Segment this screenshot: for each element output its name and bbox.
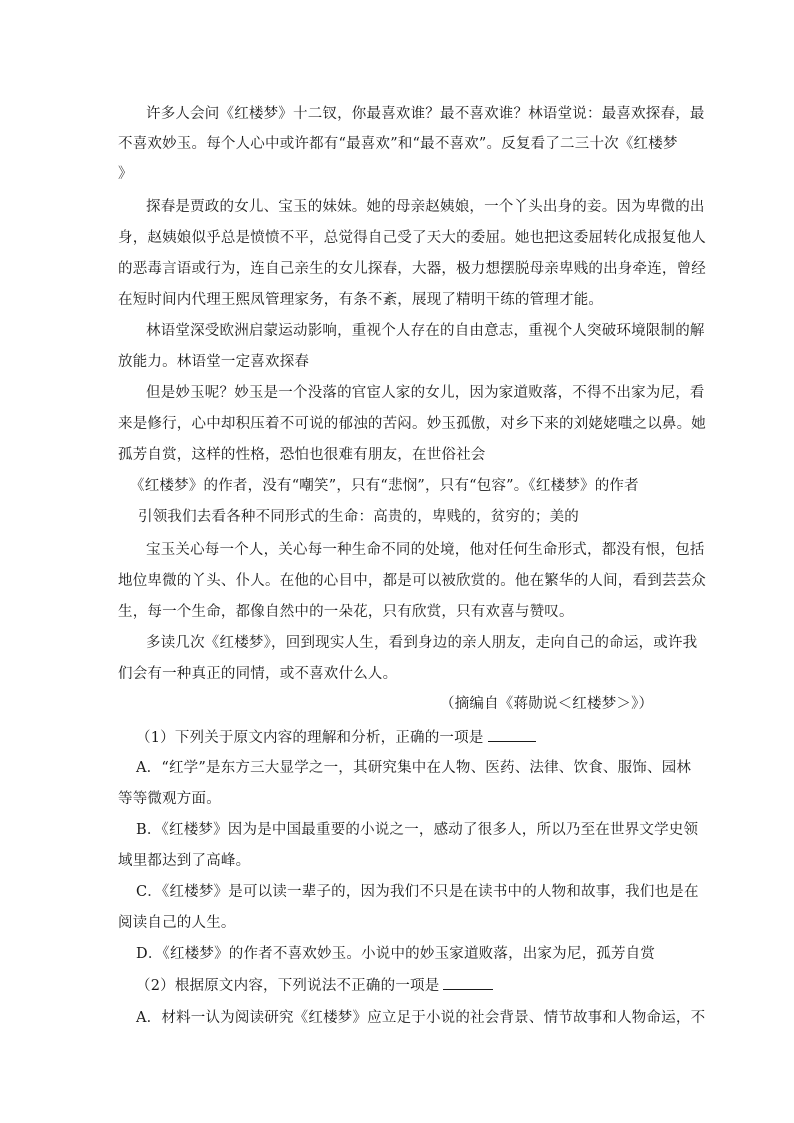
source-citation: （摘编自《蒋勋说＜红楼梦＞》）: [440, 696, 654, 712]
para6-line2: 地位卑微的丫头、仆人。在他的心目中，都是可以被欣赏的。他在繁华的人间，看到芸芸众: [118, 573, 706, 589]
q1-option-b-line1: B．《红楼梦》因为是中国最重要的小说之一，感动了很多人，所以乃至在世界文学史领: [136, 822, 699, 838]
para3-line2: 放能力。林语堂一定喜欢探春: [118, 354, 310, 370]
para4-line3: 孤芳自赏，这样的性格，恐怕也很难有朋友，在世俗社会: [118, 447, 486, 463]
para2-line1: 探春是贾政的女儿、宝玉的妹妹。她的母亲赵姨娘，一个丫头出身的妾。因为卑微的出: [146, 199, 705, 215]
para3-line1: 林语堂深受欧洲启蒙运动影响，重视个人存在的自由意志，重视个人突破环境限制的解: [146, 323, 705, 339]
para5-line2: 引领我们去看各种不同形式的生命：高贵的，卑贱的，贫穷的；美的: [138, 509, 579, 525]
para1-line3: 》: [118, 166, 133, 182]
para2-line4: 在短时间内代理王熙凤管理家务，有条不紊，展现了精明干练的管理才能。: [118, 292, 604, 308]
q1-option-b-line2: 域里都达到了高峰。: [118, 853, 251, 869]
q1-option-c-line2: 阅读自己的人生。: [118, 915, 236, 931]
para1-line1: 许多人会问《红楼梦》十二钗，你最喜欢谁？最不喜欢谁？林语堂说：最喜欢探春，最: [146, 106, 705, 122]
para4-line2: 来是修行，心中却积压着不可说的郁浊的苦闷。妙玉孤傲，对乡下来的刘姥姥嗤之以鼻。她: [118, 416, 706, 432]
q1-option-a-line1: A．“红学”是东方三大显学之一，其研究集中在人物、医药、法律、饮食、服饰、园林: [136, 760, 692, 776]
para4-line1: 但是妙玉呢？妙玉是一个没落的官宦人家的女儿，因为家道败落，不得不出家为尼，看: [146, 385, 705, 401]
para6-line1: 宝玉关心每一个人，关心每一种生命不同的处境，他对任何生命形式，都没有恨，包括: [146, 542, 705, 558]
para6-line3: 生，每一个生命，都像自然中的一朵花，只有欣赏，只有欢喜与赞叹。: [118, 604, 574, 620]
q1-option-d: D．《红楼梦》的作者不喜欢妙玉。小说中的妙玉家道败落，出家为尼，孤芳自赏: [136, 946, 656, 962]
question-1-stem: [136, 727, 536, 747]
para2-line2: 身，赵姨娘似乎总是愤愤不平，总觉得自己受了天大的委屈。她也把这委屈转化成报复他人: [118, 230, 706, 246]
q1-option-a-line2: 等等微观方面。: [118, 791, 221, 807]
answer-blank-1[interactable]: [488, 727, 536, 742]
answer-blank-2[interactable]: [443, 975, 493, 990]
para5-line1: 《红楼梦》的作者，没有“嘲笑”，只有“悲悯”，只有“包容”。《红楼梦》的作者: [130, 478, 639, 494]
para7-line2: 们会有一种真正的同情，或不喜欢什么人。: [118, 666, 398, 682]
para7-line1: 多读几次《红楼梦》，回到现实人生，看到身边的亲人朋友，走向自己的命运，或许我: [146, 635, 698, 651]
q1-option-c-line1: C．《红楼梦》是可以读一辈子的，因为我们不只是在读书中的人物和故事，我们也是在: [136, 884, 699, 900]
para1-line2: 不喜欢妙玉。每个人心中或许都有“最喜欢”和“最不喜欢”。反复看了二三十次《红楼梦: [118, 136, 678, 152]
q2-option-a-line1: A．材料一认为阅读研究《红楼梦》应立足于小说的社会背景、情节故事和人物命运，不: [136, 1010, 706, 1026]
question-2-text: （2）根据原文内容，下列说法不正确的一项是: [136, 978, 440, 994]
question-1-text: （1）下列关于原文内容的理解和分析，正确的一项是: [136, 730, 484, 746]
para2-line3: 的恶毒言语或行为，连自己亲生的女儿探春，大器，极力想摆脱母亲卑贱的出身牵连，曾经: [118, 261, 706, 277]
question-2-stem: [136, 975, 493, 995]
